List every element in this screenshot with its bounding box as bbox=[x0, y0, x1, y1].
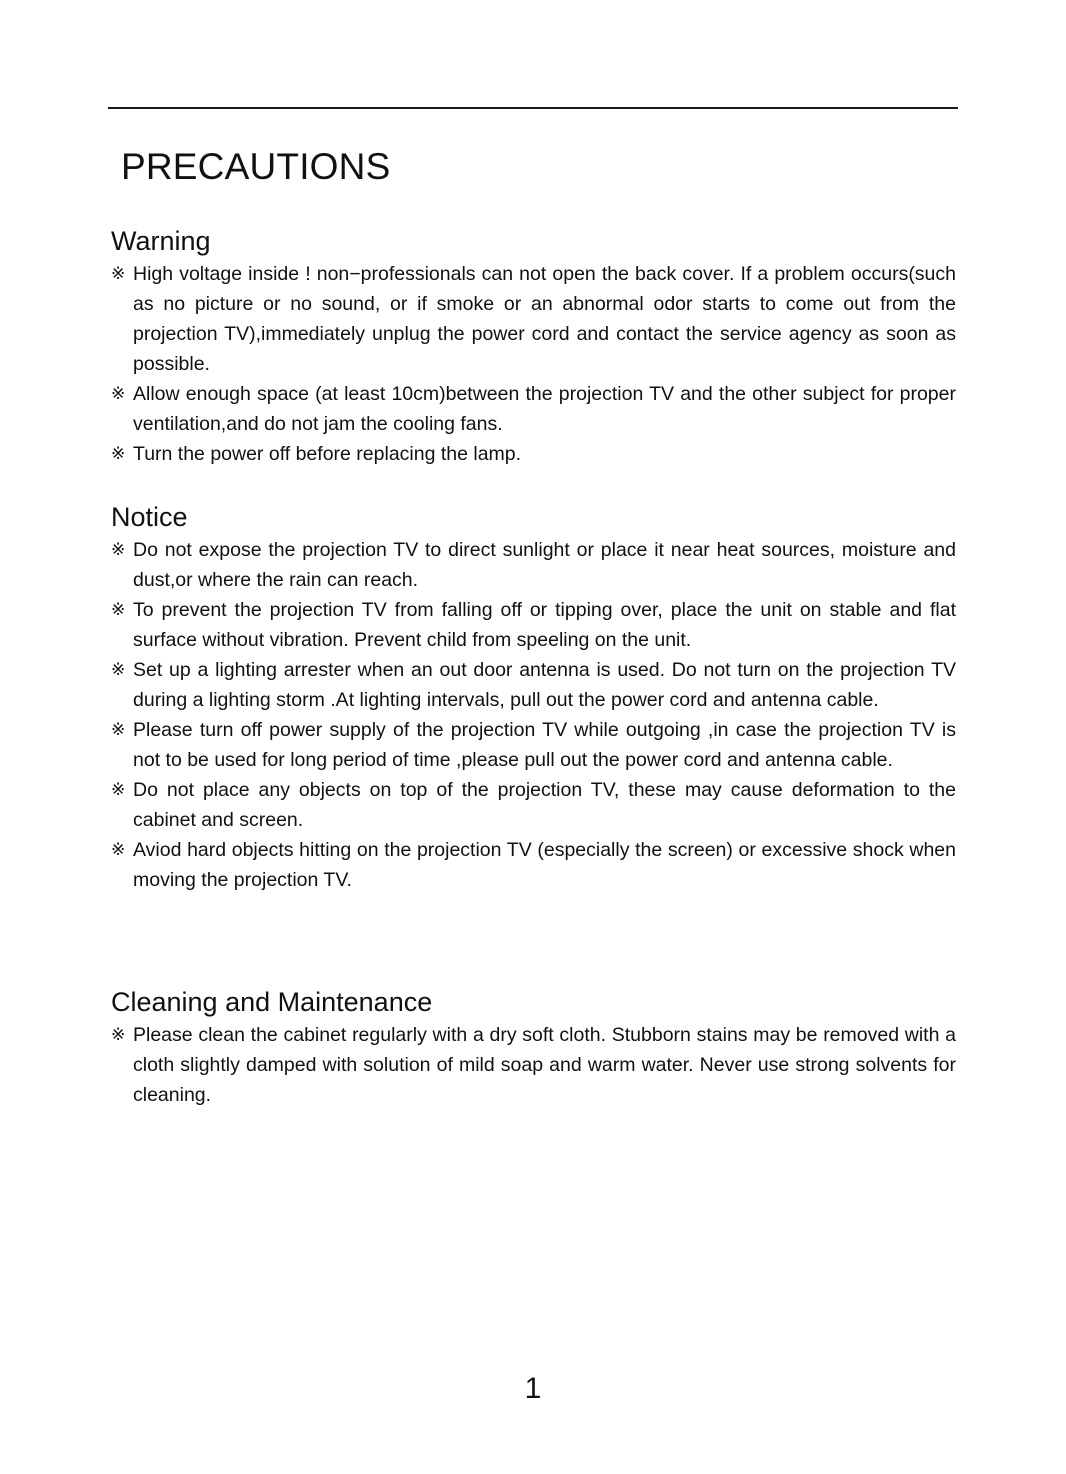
reference-mark-icon: ※ bbox=[111, 264, 126, 284]
reference-mark-icon: ※ bbox=[111, 600, 126, 620]
reference-mark-icon: ※ bbox=[111, 660, 126, 680]
notice-item bbox=[111, 715, 956, 775]
item-text: Please turn off power supply of the projection TV while outgoing ,in case the projection TV is not to be used for long period of time ,please pull out the power cord and antenna cable. bbox=[133, 719, 956, 771]
warning-item bbox=[111, 259, 956, 379]
item-text: To prevent the projection TV from falling off or tipping over, place the unit on stable and flat surface without vibration. Prevent child from speeling on the unit. bbox=[133, 599, 956, 651]
notice-section bbox=[111, 501, 956, 895]
item-text: Turn the power off before replacing the lamp. bbox=[133, 443, 522, 465]
warning-item bbox=[111, 439, 956, 469]
item-text: Allow enough space (at least 10cm)between the projection TV and the other subject for proper ventilation,and do not jam the cooling fans. bbox=[133, 383, 956, 435]
cleaning-heading: Cleaning and Maintenance bbox=[111, 987, 433, 1017]
reference-mark-icon: ※ bbox=[111, 780, 126, 800]
item-text: Do not expose the projection TV to direct sunlight or place it near heat sources, moisture and dust,or where the rain can reach. bbox=[133, 539, 956, 591]
page-title: PRECAUTIONS bbox=[121, 146, 391, 187]
warning-heading: Warning bbox=[111, 226, 211, 256]
warning-list bbox=[111, 259, 956, 469]
notice-item bbox=[111, 835, 956, 895]
reference-mark-icon: ※ bbox=[111, 444, 126, 464]
notice-list bbox=[111, 535, 956, 895]
notice-item bbox=[111, 655, 956, 715]
header-rule bbox=[108, 107, 958, 109]
item-text: Aviod hard objects hitting on the projection TV (especially the screen) or excessive shock when moving the projection TV. bbox=[133, 839, 956, 891]
reference-mark-icon: ※ bbox=[111, 384, 126, 404]
warning-section bbox=[111, 225, 956, 469]
cleaning-list bbox=[111, 1020, 956, 1110]
cleaning-section bbox=[111, 986, 956, 1110]
reference-mark-icon: ※ bbox=[111, 540, 126, 560]
notice-heading: Notice bbox=[111, 502, 188, 532]
item-text: High voltage inside ! non−professionals can not open the back cover. If a problem occurs(such as no picture or no sound, or if smoke or an abnormal odor starts to come out from the projection TV),immediately unplug the power cord and contact the service agency as soon as possible. bbox=[133, 263, 956, 375]
reference-mark-icon: ※ bbox=[111, 840, 126, 860]
warning-item bbox=[111, 379, 956, 439]
item-text: Please clean the cabinet regularly with a dry soft cloth. Stubborn stains may be removed with a cloth slightly damped with solution of mild soap and warm water. Never use strong solvents for cleaning. bbox=[133, 1024, 956, 1106]
reference-mark-icon: ※ bbox=[111, 720, 126, 740]
page-number: 1 bbox=[524, 1372, 542, 1405]
reference-mark-icon: ※ bbox=[111, 1025, 126, 1045]
notice-item bbox=[111, 535, 956, 595]
item-text: Set up a lighting arrester when an out door antenna is used. Do not turn on the projection TV during a lighting storm .At lighting intervals, pull out the power cord and antenna cable. bbox=[133, 659, 956, 711]
notice-item bbox=[111, 775, 956, 835]
cleaning-item bbox=[111, 1020, 956, 1110]
item-text: Do not place any objects on top of the projection TV, these may cause deformation to the cabinet and screen. bbox=[133, 779, 956, 831]
notice-item bbox=[111, 595, 956, 655]
